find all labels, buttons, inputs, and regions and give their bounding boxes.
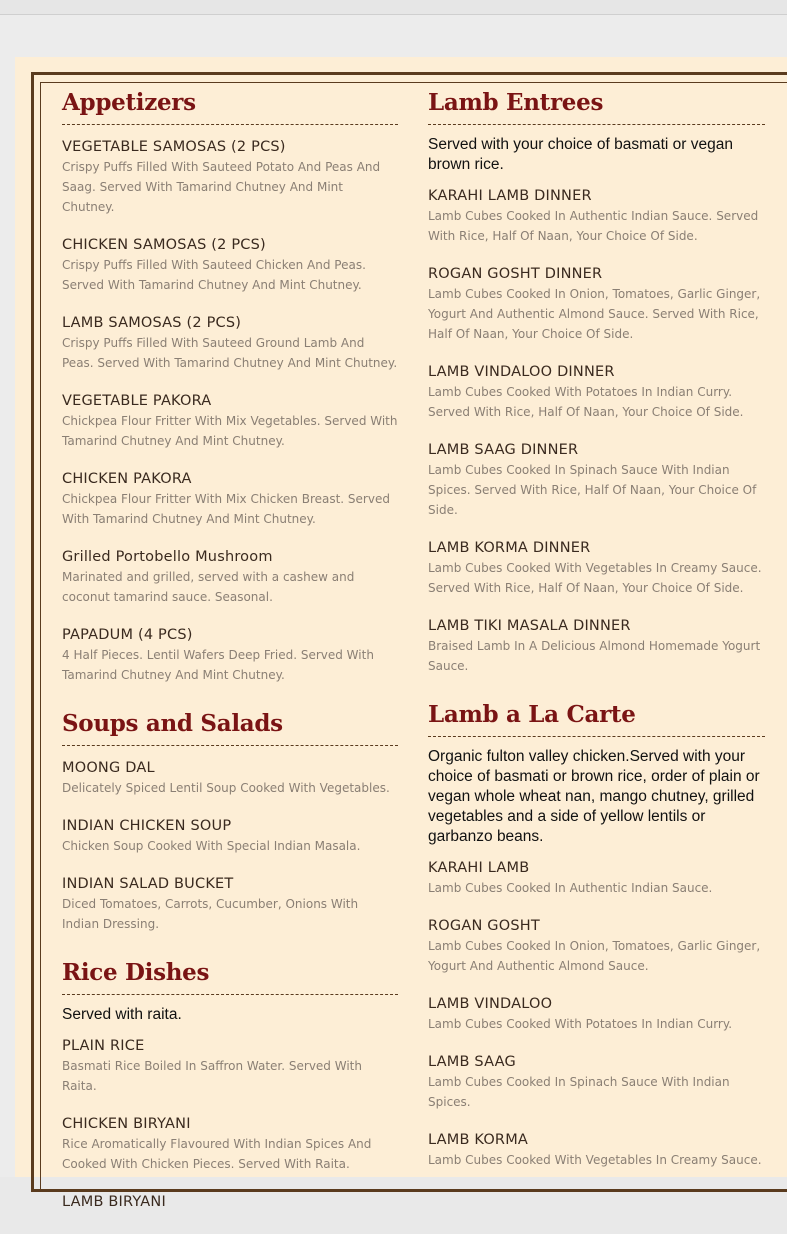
menu-item-name: LAMB BIRYANI [62,1194,166,1210]
menu-item-description: Lamb Cubes Cooked With Vegetables In Creamy Sauce. [428,1153,762,1167]
menu-item-name: Grilled Portobello Mushroom [62,549,273,565]
menu-item [62,137,398,217]
section-divider [428,124,765,125]
menu-section-lamb-a-la-carte [428,698,765,1170]
menu-item-description: Lamb Cubes Cooked With Vegetables In Creamy Sauce. Served With Rice, Half Of Naan, Your Choice Of Side. [428,561,762,595]
menu-item [428,616,765,676]
menu-item [62,313,398,373]
menu-item-name: LAMB TIKI MASALA DINNER [428,618,631,634]
menu-item [428,186,765,246]
menu-item [428,994,765,1034]
menu-item [428,1052,765,1112]
menu-item [428,264,765,344]
menu-item-description: Crispy Puffs Filled With Sauteed Ground Lamb And Peas. Served With Tamarind Chutney And Mint Chutney. [62,336,398,370]
menu-item-description: Lamb Cubes Cooked In Spinach Sauce With Indian Spices. [428,1075,730,1109]
section-note: Served with your choice of basmati or vegan brown rice. [428,136,733,173]
section-divider [62,745,398,746]
menu-item-name: LAMB SAAG [428,1054,516,1070]
menu-column-left [62,86,398,1234]
menu-item-description: Basmati Rice Boiled In Saffron Water. Served With Raita. [62,1059,362,1093]
menu-item-description: 4 Half Pieces. Lentil Wafers Deep Fried. Served With Tamarind Chutney And Mint Chutney. [62,648,374,682]
menu-item-name: ROGAN GOSHT [428,918,540,934]
menu-item [62,625,398,685]
section-note: Served with raita. [62,1006,182,1023]
menu-item [62,1036,398,1096]
section-title: Lamb a La Carte [428,701,636,728]
menu-item-name: INDIAN CHICKEN SOUP [62,818,232,834]
menu-item-description: Chickpea Flour Fritter With Mix Chicken Breast. Served With Tamarind Chutney And Mint Chutney. [62,492,390,526]
menu-item [62,469,398,529]
menu-item [428,362,765,422]
menu-item-name: KARAHI LAMB DINNER [428,188,592,204]
section-title: Rice Dishes [62,959,210,986]
section-divider [62,994,398,995]
menu-item-name: LAMB VINDALOO DINNER [428,364,615,380]
menu-item [62,874,398,934]
menu-item-name: LAMB VINDALOO [428,996,553,1012]
menu-item-name: VEGETABLE PAKORA [62,393,212,409]
menu-item-description: Lamb Cubes Cooked In Authentic Indian Sauce. Served With Rice, Half Of Naan, Your Choice Of Side. [428,209,759,243]
menu-item-description: Rice Aromatically Flavoured With Indian Spices And Cooked With Chicken Pieces. Served With Raita. [62,1137,372,1171]
menu-item-name: KARAHI LAMB [428,860,530,876]
menu-item-description: Lamb Cubes Cooked In Onion, Tomatoes, Garlic Ginger, Yogurt And Authentic Almond Sauce. [428,939,761,973]
top-bar [0,0,787,15]
menu-section-soups-and-salads [62,707,398,934]
section-divider [62,124,398,125]
menu-item-description: Marinated and grilled, served with a cashew and coconut tamarind sauce. Seasonal. [62,570,355,604]
menu-item-description: Chickpea Flour Fritter With Mix Vegetables. Served With Tamarind Chutney And Mint Chutney. [62,414,398,448]
menu-item-name: LAMB KORMA DINNER [428,540,591,556]
section-title: Soups and Salads [62,710,283,737]
menu-item [428,1130,765,1170]
menu-item [62,391,398,451]
section-note: Organic fulton valley chicken.Served with your choice of basmati or brown rice, order of plain or vegan whole wheat nan, mango chutney, grilled vegetables and a side of yellow lentils or garbanzo beans. [428,748,760,845]
menu-item [428,858,765,898]
menu-item-name: CHICKEN SAMOSAS (2 PCS) [62,237,266,253]
menu-section-lamb-entrees [428,86,765,676]
menu-item-name: PAPADUM (4 PCS) [62,627,193,643]
menu-item-name: ROGAN GOSHT DINNER [428,266,603,282]
menu-item [428,538,765,598]
menu-item-name: LAMB SAAG DINNER [428,442,579,458]
menu-item-description: Braised Lamb In A Delicious Almond Homemade Yogurt Sauce. [428,639,761,673]
menu-item-description: Crispy Puffs Filled With Sauteed Chicken And Peas. Served With Tamarind Chutney And Mint Chutney. [62,258,366,292]
menu-item-name: PLAIN RICE [62,1038,145,1054]
menu-item-description: Lamb Cubes Cooked In Authentic Indian Sauce. [428,881,713,895]
menu-item-description: Lamb Cubes Cooked In Spinach Sauce With Indian Spices. Served With Rice, Half Of Naan, Your Choice Of Side. [428,463,757,517]
menu-section-rice-dishes [62,956,398,1212]
menu-item [428,916,765,976]
menu-item [62,1114,398,1174]
section-title: Lamb Entrees [428,89,604,116]
menu-item [62,1192,398,1212]
menu-item [62,235,398,295]
menu-item-name: LAMB SAMOSAS (2 PCS) [62,315,242,331]
menu-item-description: Delicately Spiced Lentil Soup Cooked With Vegetables. [62,781,390,795]
menu-item-description: Lamb Cubes Cooked With Potatoes In Indian Curry. [428,1017,733,1031]
menu-item-name: LAMB KORMA [428,1132,529,1148]
menu-item-name: CHICKEN BIRYANI [62,1116,191,1132]
menu-item-description: Lamb Cubes Cooked In Onion, Tomatoes, Garlic Ginger, Yogurt And Authentic Almond Sauce. Served With Rice, Half Of Naan, Your Choice Of Side. [428,287,761,341]
menu-item-description: Lamb Cubes Cooked With Potatoes In Indian Curry. Served With Rice, Half Of Naan, Your Choice Of Side. [428,385,744,419]
section-title: Appetizers [62,89,196,116]
menu-item [62,816,398,856]
menu-item [62,758,398,798]
menu-item-name: CHICKEN PAKORA [62,471,192,487]
menu-column-right [428,86,765,1192]
menu-item-name: MOONG DAL [62,760,155,776]
menu-item-description: Crispy Puffs Filled With Sauteed Potato And Peas And Saag. Served With Tamarind Chutney And Mint Chutney. [62,160,381,214]
section-divider [428,736,765,737]
menu-item-name: VEGETABLE SAMOSAS (2 PCS) [62,139,286,155]
menu-item-description: Diced Tomatoes, Carrots, Cucumber, Onions With Indian Dressing. [62,897,359,931]
menu-item-description: Chicken Soup Cooked With Special Indian Masala. [62,839,361,853]
menu-item [62,547,398,607]
menu-item-name: INDIAN SALAD BUCKET [62,876,234,892]
menu-item [428,440,765,520]
menu-section-appetizers [62,86,398,685]
